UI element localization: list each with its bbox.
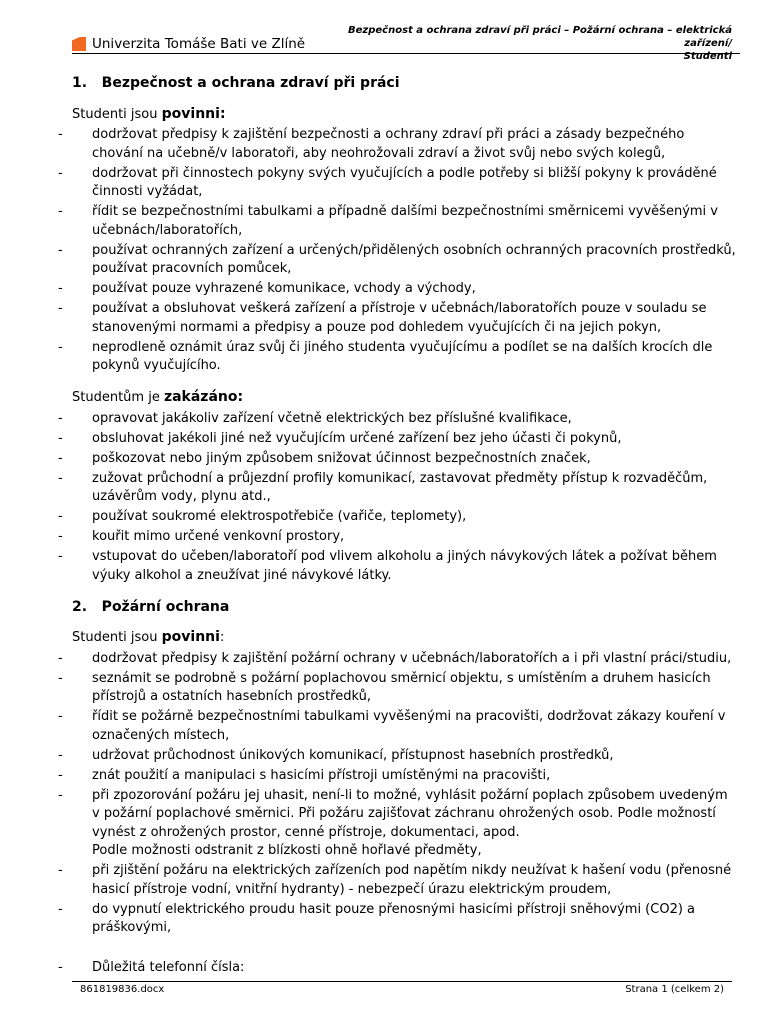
header-title-line2: Studenti	[683, 51, 732, 62]
list-item-text: do vypnutí elektrického proudu hasit pouze přenosnými hasicími přístroji sněhovými (CO2) a práškovými,	[92, 901, 696, 935]
footer-filename: 861819836.docx	[80, 984, 165, 995]
section1-must-list	[72, 126, 738, 376]
list-item	[72, 548, 738, 585]
list-item-text: dodržovat při činnostech pokyny svých vyučujících a podle potřeby si bližší pokyny k prováděné činnosti vyžádat,	[92, 165, 717, 199]
list-item-text: opravovat jakákoliv zařízení včetně elektrických bez příslušné kvalifikace,	[92, 410, 572, 426]
list-item	[72, 767, 738, 786]
university-logo	[72, 36, 305, 52]
phones-label: Důležitá telefonní čísla:	[92, 960, 245, 975]
section2-heading: 2. Požární ochrana	[72, 598, 230, 615]
list-item-text: používat pouze vyhrazené komunikace, vchody a východy,	[92, 281, 476, 296]
list-item	[72, 670, 738, 707]
intro-keyword: povinni	[161, 629, 220, 645]
document-header-title	[312, 24, 732, 63]
intro-prefix: Studentům je	[72, 390, 164, 405]
list-item-text: používat ochranných zařízení a určených/přidělených osobních ochranných pracovních prostředků, používat pracovních pomůcek,	[92, 242, 736, 276]
intro-keyword: zakázáno:	[163, 389, 244, 405]
footer-page-number: Strana 1 (celkem 2)	[625, 984, 724, 995]
list-item	[72, 787, 738, 861]
list-item	[72, 708, 738, 745]
list-item	[72, 300, 738, 337]
list-item	[72, 450, 738, 469]
list-item	[72, 901, 738, 938]
list-item-text: zužovat průchodní a průjezdní profily komunikací, zastavovat předměty přístup k rozvaděčům, uzávěrům vody, plynu atd.,	[92, 470, 708, 504]
list-item-text: poškozovat nebo jiným způsobem snižovat účinnost bezpečnostních značek,	[92, 450, 591, 466]
list-item	[72, 747, 738, 766]
list-item-text: používat a obsluhovat veškerá zařízení a přístroje v učebnách/laboratořích pouze v souladu se stanovenými normami a předpisy a pouze pod dohledem vyučujících či na jejich pokyn,	[92, 301, 707, 335]
list-item-text: neprodleně oznámit úraz svůj či jiného studenta vyučujícímu a podílet se na dalších krocích dle pokynů vyučujícího.	[92, 339, 713, 373]
list-item	[72, 470, 738, 507]
list-item	[72, 528, 738, 547]
list-item-text: znát použití a manipulaci s hasicími přístroji umístěnými na pracovišti,	[92, 767, 551, 783]
list-item-text: řídit se bezpečnostními tabulkami a případně dalšími bezpečnostními směrnicemi vyvěšenými v učebnách/laboratořích,	[92, 204, 718, 238]
list-item	[72, 242, 738, 279]
list-item	[72, 339, 738, 376]
section1-forbidden-list	[72, 410, 738, 586]
section2-list	[72, 650, 738, 938]
list-item	[72, 165, 738, 202]
intro-suffix: :	[219, 630, 225, 645]
list-item-text: řídit se požárně bezpečnostními tabulkami vyvěšenými na pracovišti, dodržovat zákazy kouření v označených místech,	[92, 709, 726, 743]
list-item-text: kouřit mimo určené venkovní prostory,	[92, 529, 345, 544]
section2-must-intro	[72, 628, 738, 648]
list-item-text: při zjištění požáru na elektrických zařízeních pod napětím nikdy neužívat k hašení vodu (přenosné hasicí přístroje vodní, vnitřní hydranty) - nebezpečí úrazu elektrickým proudem,	[92, 863, 732, 897]
list-item-text: používat soukromé elektrospotřebiče (vařiče, teplomety),	[92, 509, 467, 524]
list-item	[72, 959, 738, 978]
utb-logo-icon	[72, 37, 86, 51]
section1-must-intro	[72, 105, 738, 125]
list-item-text: dodržovat předpisy k zajištění požární ochrany v učebnách/laboratořích a i při vlastní práci/studiu,	[92, 650, 732, 666]
section1-heading: 1. Bezpečnost a ochrana zdraví při práci	[72, 75, 400, 91]
phones-list	[72, 959, 738, 978]
intro-prefix: Studenti jsou	[72, 106, 162, 122]
list-item	[72, 280, 738, 299]
university-name: Univerzita Tomáše Bati ve Zlíně	[92, 36, 306, 52]
footer-divider	[72, 981, 732, 982]
list-item	[72, 203, 738, 240]
list-item-text: vstupovat do učeben/laboratoří pod vlivem alkoholu a jiných návykových látek a požívat během výuky alkohol a zneužívat jiné návykové látky.	[92, 549, 717, 583]
list-item	[72, 126, 738, 163]
list-item	[72, 508, 738, 527]
list-item	[72, 430, 738, 449]
list-item-text: dodržovat předpisy k zajištění bezpečnosti a ochrany zdraví při práci a zásady bezpečného chování na učebně/v laboratoři, aby neohrožovali zdraví a život svůj nebo svých kolegů,	[92, 127, 685, 161]
list-item	[72, 650, 738, 669]
section1-forbidden-intro	[72, 388, 738, 408]
header-title-line1: Bezpečnost a ochrana zdraví při práci – Požární ochrana – elektrická zařízení/	[348, 25, 732, 49]
intro-keyword: povinni:	[161, 105, 226, 122]
list-item-text: při zpozorování požáru jej uhasit, není-li to možné, vyhlásit požární poplach způsobem uvedeným v požární poplachové směrnici. Při požáru zajišťovat záchranu ohrožených osob. Podle možností vynést z ohrožených prostor, cenné přístroje, dokumentaci, apod.	[92, 787, 728, 840]
header-divider	[72, 53, 740, 54]
intro-prefix: Studenti jsou	[72, 630, 162, 645]
list-item	[72, 862, 738, 899]
list-item-text: seznámit se podrobně s požární poplachovou směrnicí objektu, s umístěním a druhem hasicích přístrojů a ostatních hasebních prostředků,	[92, 670, 711, 704]
document-body	[72, 74, 738, 979]
list-item-text: udržovat průchodnost únikových komunikací, přístupnost hasebních prostředků,	[92, 747, 614, 763]
list-item-text: obsluhovat jakékoli jiné než vyučujícím určené zařízení bez jeho účasti či pokynů,	[92, 430, 622, 446]
list-item-text: Podle možnosti odstranit z blízkosti ohně hořlavé předměty,	[92, 843, 482, 858]
list-item	[72, 410, 738, 429]
